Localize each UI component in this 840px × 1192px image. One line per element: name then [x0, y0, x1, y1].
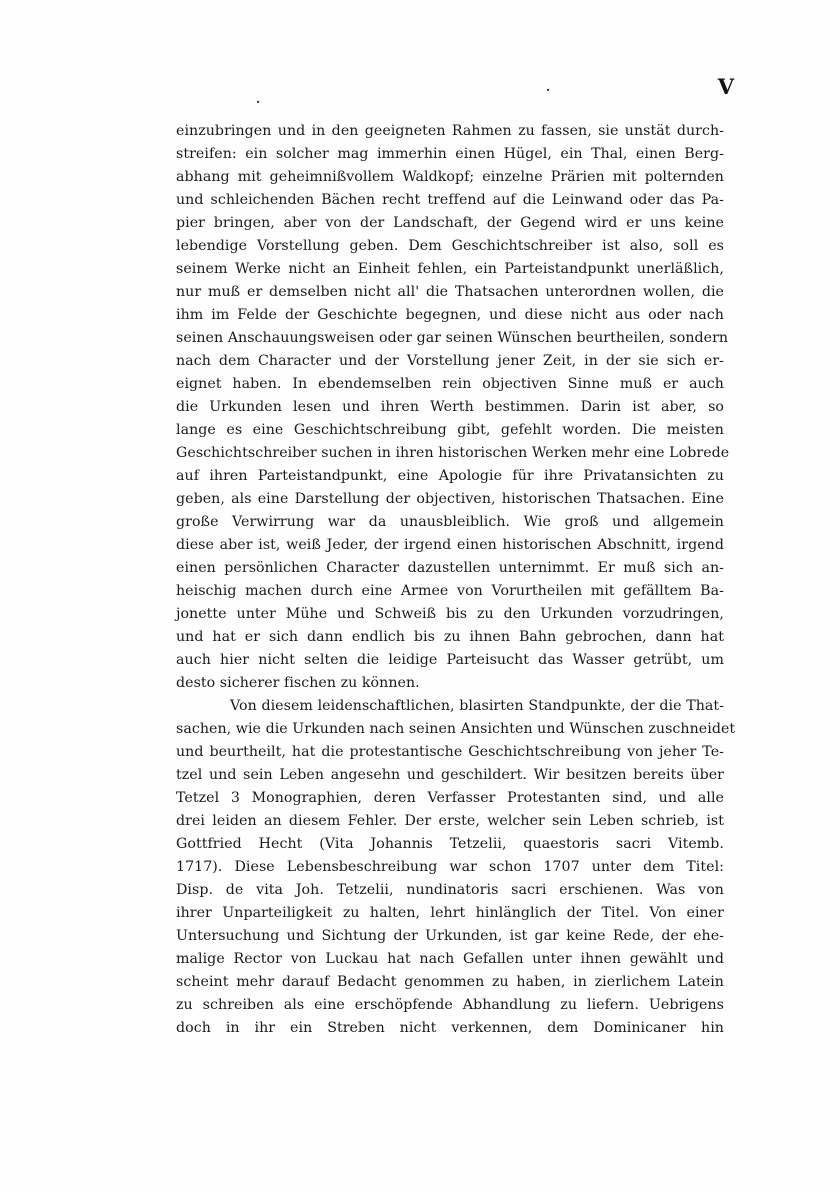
text-line: eignet haben. In ebendemselben rein objectiven Sinne muß er auch [176, 376, 724, 392]
text-line: nach dem Character und der Vorstellung jener Zeit, in der sie sich er- [176, 353, 724, 369]
text-line: auch hier nicht selten die leidige Parteisucht das Wasser getrübt, um [176, 652, 724, 668]
text-line: diese aber ist, weiß Jeder, der irgend einen historischen Abschnitt, irgend [176, 537, 724, 553]
text-line: ihrer Unparteiligkeit zu halten, lehrt hinlänglich der Titel. Von einer [176, 905, 724, 921]
text-line: nur muß er demselben nicht all' die Thatsachen unterordnen wollen, die [176, 284, 724, 300]
text-line: zu schreiben als eine erschöpfende Abhandlung zu liefern. Uebrigens [176, 997, 724, 1013]
text-line: Untersuchung und Sichtung der Urkunden, ist gar keine Rede, der ehe- [176, 928, 724, 944]
text-line: heischig machen durch eine Armee von Vorurtheilen mit gefälltem Ba- [176, 583, 724, 599]
stray-mark: . [546, 80, 551, 94]
text-line: Disp. de vita Joh. Tetzelii, nundinatoris sacri erschienen. Was von [176, 882, 724, 898]
text-line: lange es eine Geschichtschreibung gibt, gefehlt worden. Die meisten [176, 422, 724, 438]
text-line: tzel und sein Leben angesehn und geschildert. Wir besitzen bereits über [176, 767, 724, 783]
text-line: und schleichenden Bächen recht treffend auf die Leinwand oder das Pa- [176, 192, 724, 208]
text-line: einen persönlichen Character dazustellen unternimmt. Er muß sich an- [176, 560, 724, 576]
text-line: streifen: ein solcher mag immerhin einen Hügel, ein Thal, einen Berg- [176, 146, 724, 162]
body-text [176, 120, 736, 1040]
text-line: drei leiden an diesem Fehler. Der erste, welcher sein Leben schrieb, ist [176, 813, 724, 829]
text-line: seinem Werke nicht an Einheit fehlen, ein Parteistandpunkt unerläßlich, [176, 261, 724, 277]
text-line: abhang mit geheimnißvollem Waldkopf; einzelne Prärien mit polternden [176, 169, 724, 185]
text-line: scheint mehr darauf Bedacht genommen zu haben, in zierlichem Latein [176, 974, 724, 990]
text-line: einzubringen und in den geeigneten Rahmen zu fassen, sie unstät durch- [176, 123, 724, 139]
text-line: Von diesem leidenschaftlichen, blasirten Standpunkte, der die That- [230, 698, 724, 714]
text-line: Gottfried Hecht (Vita Johannis Tetzelii, quaestoris sacri Vitemb. [176, 836, 724, 852]
text-line: lebendige Vorstellung geben. Dem Geschichtschreiber ist also, soll es [176, 238, 724, 254]
text-line: 1717). Diese Lebensbeschreibung war schon 1707 unter dem Titel: [176, 859, 724, 875]
text-line: Tetzel 3 Monographien, deren Verfasser Protestanten sind, und alle [176, 790, 724, 806]
text-line: sachen, wie die Urkunden nach seinen Ansichten und Wünschen zuschneidet [176, 721, 736, 737]
paragraph [176, 695, 736, 1040]
text-line: seinen Anschauungsweisen oder gar seinen Wünschen beurtheilen, sondern [176, 330, 729, 346]
text-line: auf ihren Parteistandpunkt, eine Apologie für ihre Privatansichten zu [176, 468, 724, 484]
text-line: und beurtheilt, hat die protestantische Geschichtschreibung von jeher Te- [176, 744, 724, 760]
text-line: große Verwirrung war da unausbleiblich. Wie groß und allgemein [176, 514, 724, 530]
page-number: V [717, 74, 734, 99]
stray-mark: . [256, 92, 261, 106]
text-line: desto sicherer fischen zu können. [176, 675, 420, 691]
text-line: ihm im Felde der Geschichte begegnen, und diese nicht aus oder nach [176, 307, 724, 323]
text-line: pier bringen, aber von der Landschaft, der Gegend wird er uns keine [176, 215, 724, 231]
text-line: die Urkunden lesen und ihren Werth bestimmen. Darin ist aber, so [176, 399, 724, 415]
text-line: malige Rector von Luckau hat nach Gefallen unter ihnen gewählt und [176, 951, 724, 967]
text-line: doch in ihr ein Streben nicht verkennen, dem Dominicaner hin [176, 1020, 724, 1036]
text-line: geben, als eine Darstellung der objectiven, historischen Thatsachen. Eine [176, 491, 724, 507]
text-line: jonette unter Mühe und Schweiß bis zu den Urkunden vorzudringen, [176, 606, 724, 622]
text-line: und hat er sich dann endlich bis zu ihnen Bahn gebrochen, dann hat [176, 629, 724, 645]
paragraph [176, 120, 730, 695]
text-line: Geschichtschreiber suchen in ihren historischen Werken mehr eine Lobrede [176, 445, 730, 461]
